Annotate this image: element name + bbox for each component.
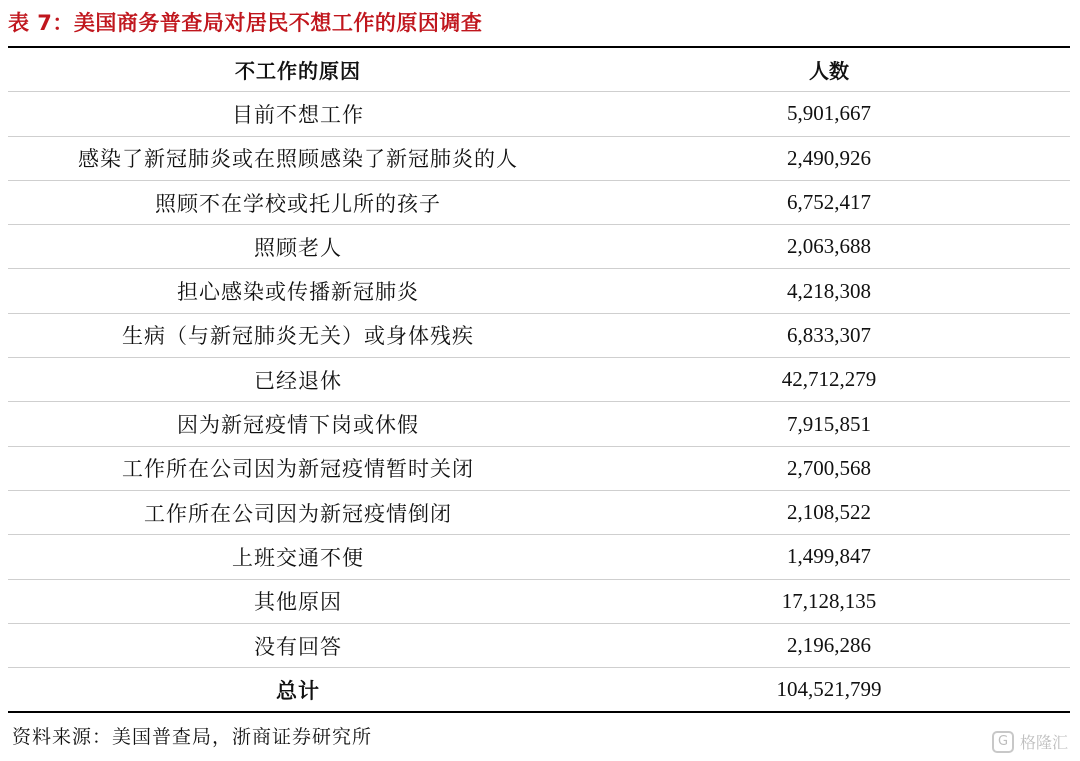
row-count: 2,196,286	[588, 623, 1070, 667]
row-count: 5,901,667	[588, 92, 1070, 136]
row-reason: 生病（与新冠肺炎无关）或身体残疾	[8, 313, 588, 357]
source-note: 资料来源：美国普查局，浙商证券研究所	[12, 726, 373, 748]
total-label: 总计	[8, 668, 588, 713]
table-row	[8, 269, 1070, 313]
row-reason: 目前不想工作	[8, 92, 588, 136]
row-reason: 担心感染或传播新冠肺炎	[8, 269, 588, 313]
row-count: 6,752,417	[588, 180, 1070, 224]
row-reason: 工作所在公司因为新冠疫情暂时关闭	[8, 446, 588, 490]
row-count: 17,128,135	[588, 579, 1070, 623]
row-count: 42,712,279	[588, 358, 1070, 402]
row-reason: 没有回答	[8, 623, 588, 667]
row-reason: 感染了新冠肺炎或在照顾感染了新冠肺炎的人	[8, 136, 588, 180]
table-row	[8, 535, 1070, 579]
table-row	[8, 313, 1070, 357]
row-reason: 照顾老人	[8, 225, 588, 269]
row-count: 2,700,568	[588, 446, 1070, 490]
row-count: 2,490,926	[588, 136, 1070, 180]
row-count: 1,499,847	[588, 535, 1070, 579]
header-row	[8, 48, 1070, 92]
table-row	[8, 136, 1070, 180]
row-count: 2,108,522	[588, 490, 1070, 534]
table-row	[8, 225, 1070, 269]
watermark	[992, 730, 1068, 753]
table-row	[8, 402, 1070, 446]
watermark-text: 格隆汇	[1019, 733, 1068, 752]
table-row	[8, 490, 1070, 534]
table-row	[8, 180, 1070, 224]
row-count: 7,915,851	[588, 402, 1070, 446]
gelonghui-logo-icon: G	[992, 731, 1014, 753]
header-count: 人数	[588, 48, 1070, 92]
table-row	[8, 446, 1070, 490]
table-row	[8, 623, 1070, 667]
total-count: 104,521,799	[588, 668, 1070, 713]
row-reason: 因为新冠疫情下岗或休假	[8, 402, 588, 446]
row-reason: 照顾不在学校或托儿所的孩子	[8, 180, 588, 224]
row-count: 2,063,688	[588, 225, 1070, 269]
row-reason: 上班交通不便	[8, 535, 588, 579]
row-count: 4,218,308	[588, 269, 1070, 313]
total-row	[8, 668, 1070, 713]
table-title: 表 7：美国商务普查局对居民不想工作的原因调查	[8, 11, 483, 35]
row-reason: 工作所在公司因为新冠疫情倒闭	[8, 490, 588, 534]
row-reason: 其他原因	[8, 579, 588, 623]
row-count: 6,833,307	[588, 313, 1070, 357]
table-row	[8, 579, 1070, 623]
table-row	[8, 92, 1070, 136]
header-reason: 不工作的原因	[8, 48, 588, 92]
row-reason: 已经退休	[8, 358, 588, 402]
table-row	[8, 358, 1070, 402]
reasons-table	[8, 48, 1070, 713]
